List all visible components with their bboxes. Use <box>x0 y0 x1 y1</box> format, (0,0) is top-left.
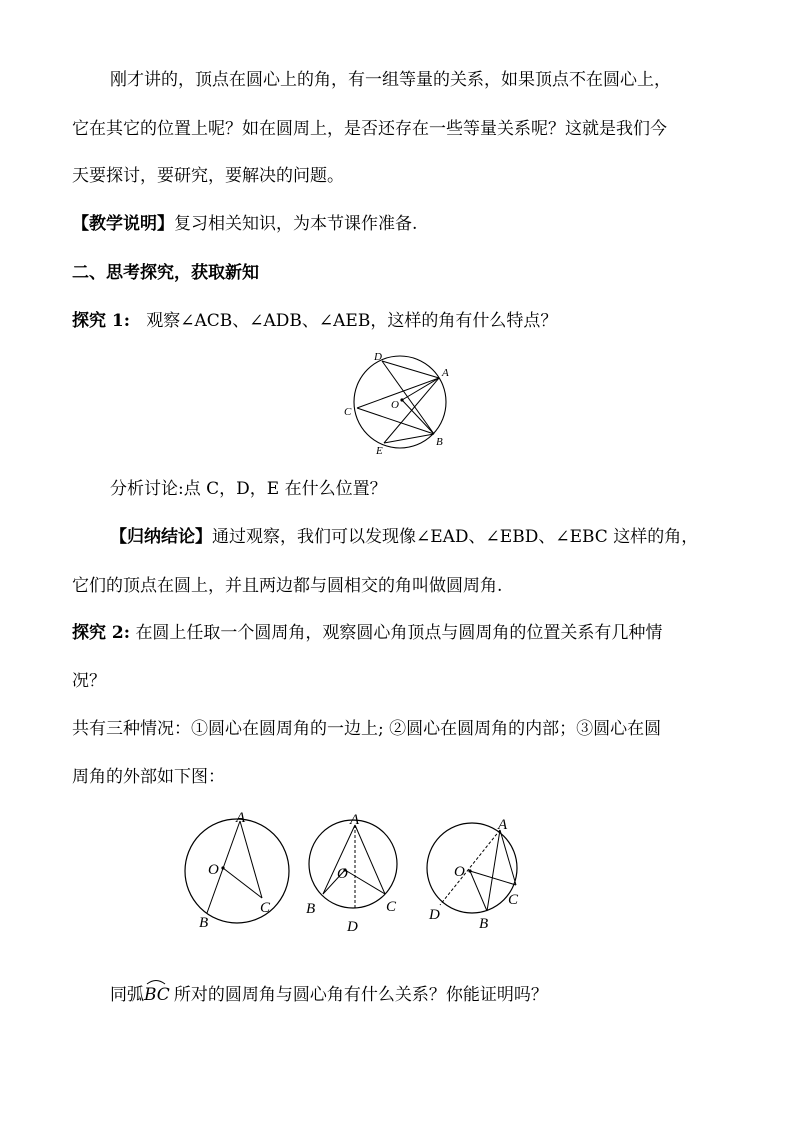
conclusion-line-2: 它们的顶点在圆上，并且两边都与圆相交的角叫做圆周角. <box>72 576 503 596</box>
explore-1 <box>72 310 557 332</box>
figure1-center-dot <box>400 398 403 401</box>
case1-circle <box>185 819 289 923</box>
explore-1-text: 观察∠ACB、∠ADB、∠AEB，这样的角有什么特点？ <box>146 311 558 331</box>
arc-bc <box>144 984 170 1006</box>
final-question <box>110 984 548 1006</box>
intro-line-2: 它在其它的位置上呢？如在圆周上，是否还存在一些等量关系呢？这就是我们今 <box>72 119 667 139</box>
conclusion-label: 【归纳结论】 <box>110 527 212 547</box>
teaching-note-text: 复习相关知识，为本节课作准备. <box>174 214 418 234</box>
case2-label-A: A <box>350 812 360 828</box>
analysis-question: 分析讨论:点 C，D，E 在什么位置？ <box>110 479 387 499</box>
case2-label-D: D <box>347 919 358 935</box>
conclusion <box>110 526 698 548</box>
case1-label-B: B <box>199 915 209 931</box>
explore-2-text: 在圆上任取一个圆周角，观察圆心角顶点与圆周角的位置关系有几种情 <box>135 623 663 643</box>
case3-center-dot <box>468 869 471 872</box>
explore-2-line-2: 况？ <box>72 671 106 691</box>
case2-circle <box>309 820 397 908</box>
section-heading: 二、思考探究，获取新知 <box>72 263 259 283</box>
case2-label-C: C <box>386 899 397 915</box>
arc-symbol <box>146 979 166 985</box>
intro-line-3: 天要探讨，要研究，要解决的问题。 <box>72 166 344 186</box>
case3-label-O: O <box>454 864 465 880</box>
case2-label-B: B <box>306 901 316 917</box>
case1-label-O: O <box>208 862 219 878</box>
teaching-note-label: 【教学说明】 <box>72 214 174 234</box>
case-3-figure <box>427 817 519 932</box>
case1-label-A: A <box>236 810 246 826</box>
case2-label-O: O <box>337 866 348 882</box>
conclusion-text: 通过观察，我们可以发现像∠EAD、∠EBD、∠EBC 这样的角， <box>212 527 699 547</box>
figure-three-cases <box>170 808 540 938</box>
figure1-label-E: E <box>376 445 383 456</box>
case3-label-B: B <box>479 916 489 932</box>
case3-label-A: A <box>498 817 508 833</box>
arc-bc-label: BC <box>144 985 170 1005</box>
figure1-label-O: O <box>391 399 399 411</box>
explore-2 <box>72 622 662 644</box>
figure-inscribed-angles <box>340 348 460 456</box>
case-1-figure <box>185 810 289 931</box>
case3-label-D: D <box>429 907 440 923</box>
intro-line-1: 刚才讲的，顶点在圆心上的角，有一组等量的关系，如果顶点不在圆心上， <box>110 70 671 90</box>
final-question-suffix: 所对的圆周角与圆心角有什么关系？你能证明吗？ <box>173 985 548 1005</box>
case3-circle <box>427 823 517 913</box>
case3-label-C: C <box>508 892 519 908</box>
explore-2-label: 探究 2: <box>72 623 131 643</box>
case1-label-C: C <box>260 900 271 916</box>
cases-line-1: 共有三种情况：①圆心在圆周角的一边上; ②圆心在圆周角的内部；③圆心在圆 <box>72 719 662 739</box>
case1-center-dot <box>221 866 224 869</box>
explore-1-label: 探究 1: <box>72 311 131 331</box>
cases-line-2: 周角的外部如下图： <box>72 767 225 787</box>
figure1-label-A: A <box>442 367 449 379</box>
figure1-label-B: B <box>436 436 443 448</box>
case-2-figure <box>306 812 397 935</box>
teaching-note <box>72 213 417 235</box>
figure1-label-C: C <box>344 406 352 418</box>
figure1-label-D: D <box>374 351 382 363</box>
final-question-prefix: 同弧 <box>110 985 144 1005</box>
